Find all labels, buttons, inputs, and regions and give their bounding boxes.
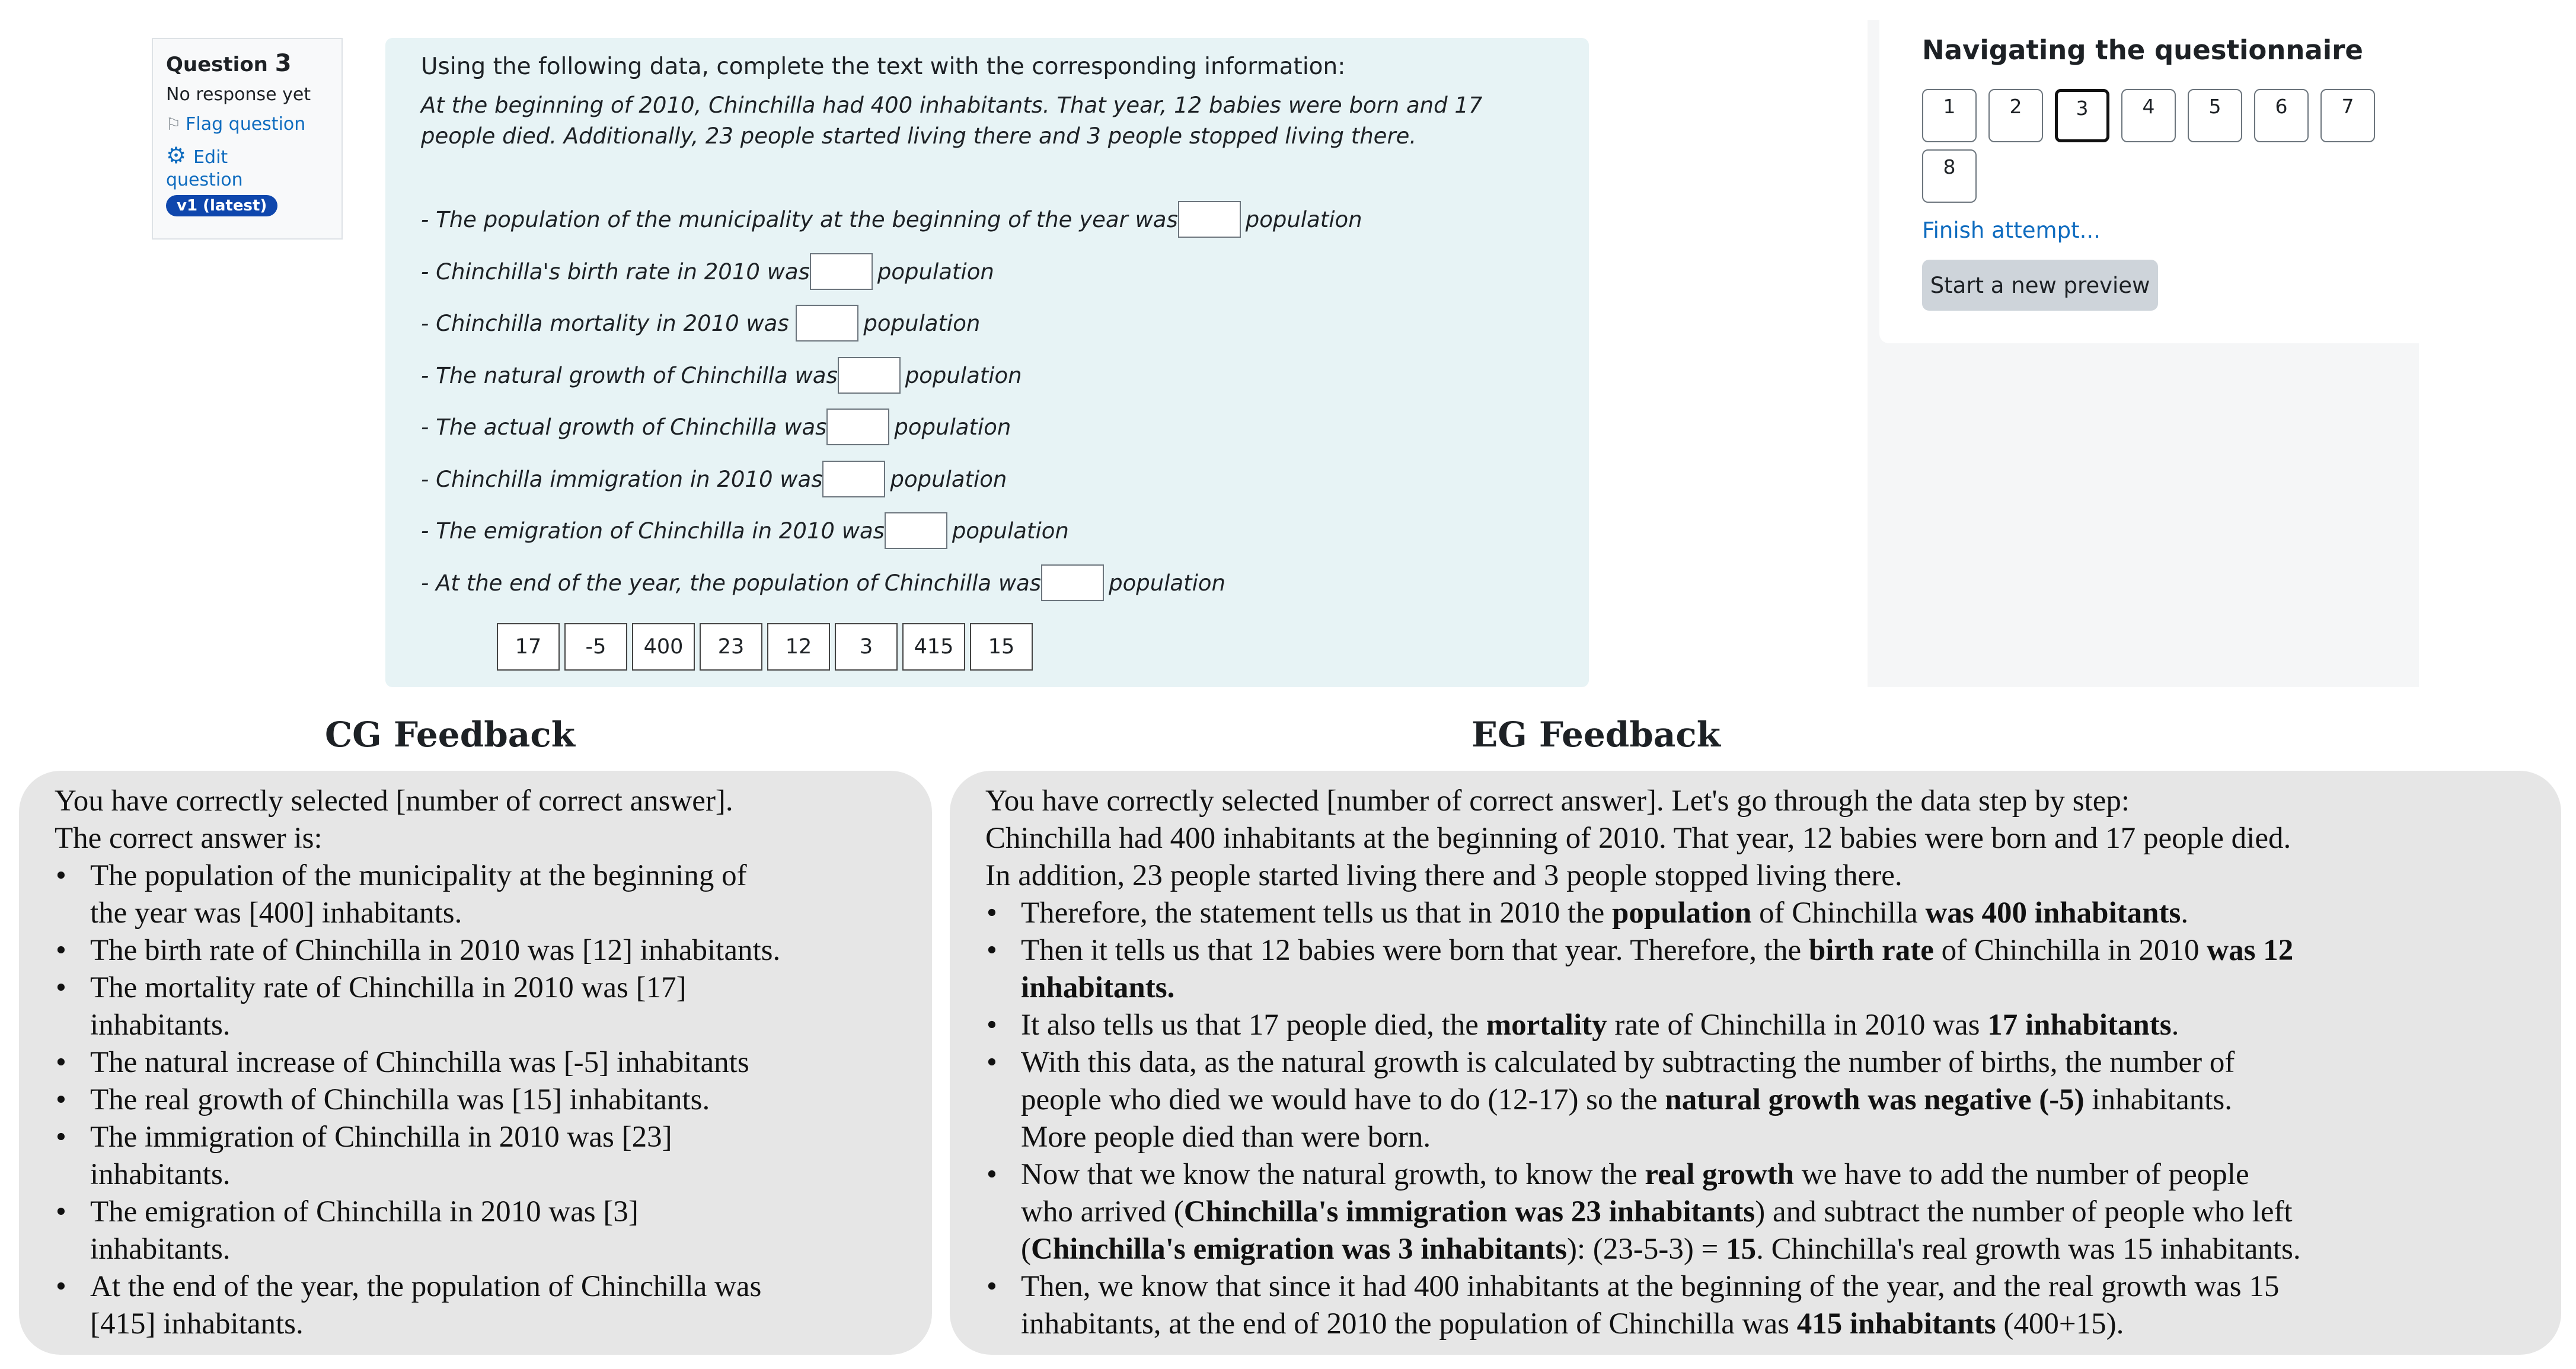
- question-number: 3: [274, 50, 292, 77]
- nav-button-5[interactable]: 5: [2188, 89, 2242, 142]
- cg-feedback-item: • The emigration of Chinchilla in 2010 was [3] inhabitants.: [90, 1194, 639, 1268]
- answer-line-8: - At the end of the year, the population of Chinchilla was population: [421, 564, 1225, 602]
- cg-feedback-item: • At the end of the year, the population of Chinchilla was [415] inhabitants.: [90, 1268, 761, 1343]
- choice-item[interactable]: 3: [835, 623, 898, 671]
- cg-feedback-item: • The natural increase of Chinchilla was [-5] inhabitants: [90, 1044, 749, 1081]
- question-info-panel: [152, 38, 343, 240]
- version-badge: v1 (latest): [166, 195, 277, 216]
- quiz-navigation: [1868, 20, 2419, 687]
- cg-feedback-item: • The immigration of Chinchilla in 2010 was [23] inhabitants.: [90, 1119, 672, 1194]
- eg-feedback-item: • Now that we know the natural growth, to know the real growth we have to add the number of people who arrived (Chinchilla's immigration was 23 inhabitants) and subtract the number of people who left (Chinchilla's emigration was 3 inhabitants): (23-5-3) = 15. Chinchilla's real growth was 15 inhabitants.: [1021, 1156, 2301, 1268]
- nav-button-1[interactable]: 1: [1922, 89, 1977, 142]
- eg-intro-line: In addition, 23 people started living there and 3 people stopped living there.: [985, 859, 1903, 892]
- eg-intro-line: Chinchilla had 400 inhabitants at the beginning of 2010. That year, 12 babies were born and 17 people died.: [985, 822, 2291, 855]
- cg-feedback-item: • The mortality rate of Chinchilla in 2010 was [17] inhabitants.: [90, 969, 687, 1044]
- answer-line-4: - The natural growth of Chinchilla was population: [421, 356, 1022, 394]
- cg-intro-line: The correct answer is:: [55, 822, 323, 855]
- eg-feedback-item: • It also tells us that 17 people died, the mortality rate of Chinchilla in 2010 was 17 inhabitants.: [1021, 1007, 2179, 1044]
- cg-feedback-item: • The birth rate of Chinchilla in 2010 was [12] inhabitants.: [90, 932, 780, 969]
- nav-button-7[interactable]: 7: [2320, 89, 2375, 142]
- drop-box-3[interactable]: [796, 305, 858, 342]
- cg-feedback-item: • The population of the municipality at the beginning of the year was [400] inhabitants.: [90, 857, 747, 932]
- flag-question-link[interactable]: ⚐ Flag question: [166, 114, 306, 135]
- flag-icon: ⚐: [166, 114, 181, 134]
- choice-item[interactable]: -5: [564, 623, 627, 671]
- finish-attempt-link[interactable]: Finish attempt...: [1922, 218, 2101, 243]
- eg-feedback-item: • With this data, as the natural growth is calculated by subtracting the number of births, the number of people who died we would have to do (12-17) so the natural growth was negative (-5) inhabitants. More people died than were born.: [1021, 1044, 2235, 1156]
- drop-box-7[interactable]: [885, 512, 947, 549]
- drop-box-5[interactable]: [826, 409, 889, 445]
- answer-line-7: - The emigration of Chinchilla in 2010 was population: [421, 512, 1069, 550]
- choice-item[interactable]: 12: [767, 623, 830, 671]
- nav-button-4[interactable]: 4: [2121, 89, 2176, 142]
- question-data-text: At the beginning of 2010, Chinchilla had 400 inhabitants. That year, 12 babies were born and 17 people died. Additionally, 23 people started living there and 3 people stopped living there.: [421, 92, 1483, 149]
- cg-feedback-panel: [19, 771, 932, 1355]
- drop-box-8[interactable]: [1041, 564, 1104, 601]
- eg-feedback-item: • Therefore, the statement tells us that in 2010 the population of Chinchilla was 400 inhabitants.: [1021, 895, 2188, 932]
- cg-feedback-heading: CG Feedback: [325, 714, 575, 755]
- answer-line-1: - The population of the municipality at the beginning of the year was population: [421, 200, 1362, 238]
- eg-intro-line: You have correctly selected [number of correct answer]. Let's go through the data step by step:: [985, 784, 2130, 818]
- answer-line-6: - Chinchilla immigration in 2010 was population: [421, 460, 1007, 498]
- question-panel: [385, 38, 1589, 687]
- nav-button-8[interactable]: 8: [1922, 149, 1977, 203]
- eg-feedback-item: • Then, we know that since it had 400 inhabitants at the beginning of the year, and the real growth was 15 inhabitants, at the end of 2010 the population of Chinchilla was 415 inhabitants (400+15).: [1021, 1268, 2279, 1343]
- eg-feedback-item: • Then it tells us that 12 babies were born that year. Therefore, the birth rate of Chinchilla in 2010 was 12 inhabitants.: [1021, 932, 2293, 1007]
- question-title: Question 3: [166, 50, 292, 77]
- quiz-navigation-card: [1879, 20, 2419, 343]
- drop-box-6[interactable]: [822, 461, 885, 497]
- drop-box-1[interactable]: [1178, 201, 1241, 238]
- choice-item[interactable]: 415: [902, 623, 965, 671]
- drop-box-2[interactable]: [810, 253, 873, 290]
- gear-icon: ⚙: [166, 142, 187, 168]
- nav-button-6[interactable]: 6: [2254, 89, 2309, 142]
- eg-feedback-panel: [950, 771, 2561, 1355]
- choice-item[interactable]: 15: [970, 623, 1033, 671]
- navigation-title: Navigating the questionnaire: [1922, 34, 2363, 66]
- drop-box-4[interactable]: [838, 357, 901, 394]
- edit-question-link[interactable]: ⚙ Edit question: [166, 142, 243, 190]
- choice-item[interactable]: 400: [632, 623, 695, 671]
- answer-line-3: - Chinchilla mortality in 2010 was population: [421, 304, 980, 342]
- answer-line-2: - Chinchilla's birth rate in 2010 was population: [421, 253, 994, 291]
- cg-feedback-item: • The real growth of Chinchilla was [15] inhabitants.: [90, 1081, 710, 1119]
- answer-choices: [497, 623, 1033, 671]
- cg-intro-line: You have correctly selected [number of correct answer].: [55, 784, 733, 818]
- choice-item[interactable]: 23: [700, 623, 762, 671]
- choice-item[interactable]: 17: [497, 623, 560, 671]
- nav-button-3-current[interactable]: 3: [2055, 89, 2109, 142]
- question-prompt: Using the following data, complete the text with the corresponding information:: [421, 53, 1346, 80]
- start-new-preview-button[interactable]: Start a new preview: [1922, 260, 2158, 311]
- eg-feedback-heading: EG Feedback: [1471, 714, 1720, 755]
- nav-button-2[interactable]: 2: [1988, 89, 2043, 142]
- answer-line-5: - The actual growth of Chinchilla was population: [421, 408, 1011, 446]
- question-status: No response yet: [166, 84, 311, 105]
